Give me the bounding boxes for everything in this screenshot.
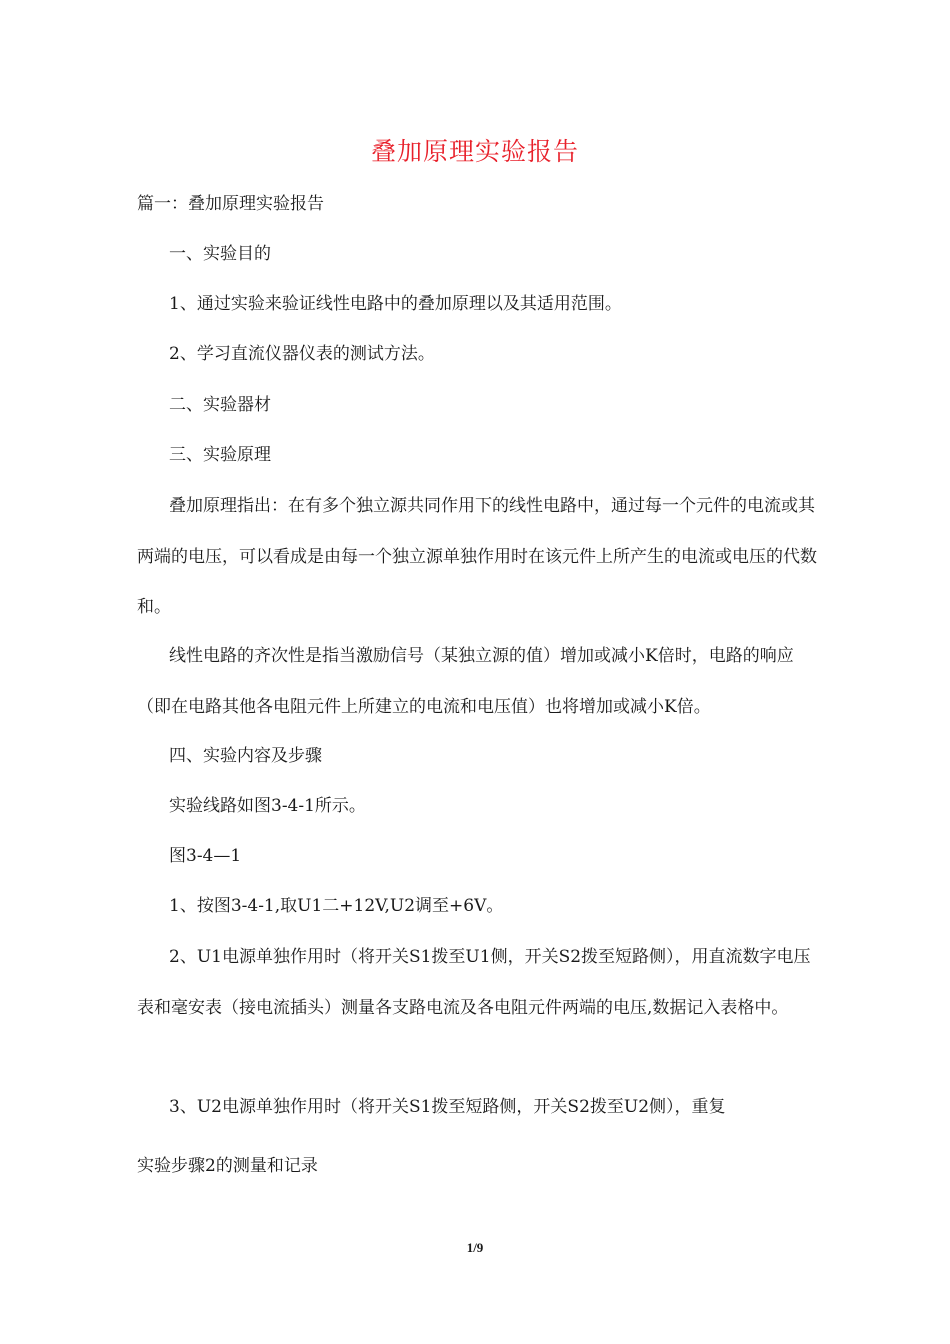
circuit-reference: 实验线路如图3-4-1所示。 <box>169 796 366 816</box>
document-title: 叠加原理实验报告 <box>370 137 579 166</box>
step-2: 2、U1电源单独作用时（将开关S1拨至U1侧，开关S2拨至短路侧），用直流数字电压表和毫安表（接电流插头）测量各支路电流及各电阻元件两端的电压,数据记入表格中。 <box>137 947 811 1018</box>
heading-steps: 四、实验内容及步骤 <box>169 746 322 766</box>
step-1: 1、按图3-4-1,取U1二+12V,U2调至+6V。 <box>169 896 504 916</box>
heading-equipment: 二、实验器材 <box>169 395 271 415</box>
step-3-continued: 实验步骤2的测量和记录 <box>137 1156 318 1176</box>
principle-homogeneity: 线性电路的齐次性是指当激励信号（某独立源的值）增加或减小K倍时，电路的响应（即在电路其他各电阻元件上所建立的电流和电压值）也将增加或减小K倍。 <box>137 646 794 717</box>
page-number: 1/9 <box>466 1240 484 1255</box>
step-3: 3、U2电源单独作用时（将开关S1拨至短路侧，开关S2拨至U2侧），重复 <box>169 1097 726 1117</box>
principle-superposition: 叠加原理指出：在有多个独立源共同作用下的线性电路中，通过每一个元件的电流或其两端的电压，可以看成是由每一个独立源单独作用时在该元件上所产生的电流或电压的代数和。 <box>137 496 817 617</box>
heading-purpose: 一、实验目的 <box>169 244 271 264</box>
figure-caption: 图3-4—1 <box>169 846 242 866</box>
heading-principle: 三、实验原理 <box>169 445 271 465</box>
purpose-item-2: 2、学习直流仪器仪表的测试方法。 <box>169 344 435 364</box>
section-heading-part-one: 篇一：叠加原理实验报告 <box>137 194 324 214</box>
purpose-item-1: 1、通过实验来验证线性电路中的叠加原理以及其适用范围。 <box>169 294 622 314</box>
